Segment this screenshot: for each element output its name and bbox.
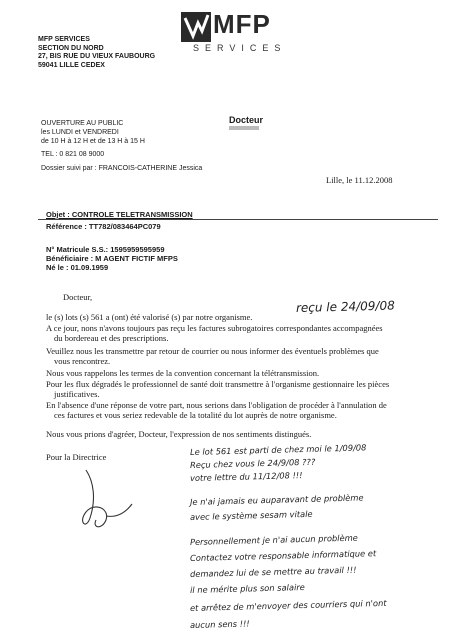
subject-text: Objet : CONTROLE TELETRANSMISSION bbox=[46, 210, 193, 219]
paragraph-line: En l'absence d'une réponse de votre part, nous serions dans l'obligation de procéder à l'annulation de bbox=[46, 400, 387, 410]
handwritten-note-line: votre lettre du 11/12/08 !!! bbox=[189, 470, 303, 483]
signature-icon bbox=[66, 460, 146, 550]
reference: Référence : TT782/083464PC079 bbox=[46, 222, 161, 231]
paragraph-convention: Nous vous rappelons les termes de la convention concernant la télétransmission. bbox=[46, 368, 320, 378]
opening-hours-text: de 10 H à 12 H et de 13 H à 15 H bbox=[41, 138, 145, 145]
paragraph-line: du bordereau et des prescriptions. bbox=[54, 333, 169, 343]
recipient-name-redacted bbox=[229, 126, 259, 130]
lots-line: le (s) lots (s) 561 a (ont) été valorisé (s) par notre organisme. bbox=[46, 312, 253, 322]
sender-line: SECTION DU NORD bbox=[38, 44, 104, 52]
handwritten-note-line: Contactez votre responsable informatique et bbox=[189, 548, 377, 563]
subject-divider bbox=[38, 219, 438, 220]
handwritten-note-line: avec le système sesam vitale bbox=[189, 508, 313, 522]
beneficiary-name: Bénéficiaire : M AGENT FICTIF MFPS bbox=[46, 254, 178, 263]
logo-brand: MFP bbox=[213, 9, 271, 39]
sender-line: 27, BIS RUE DU VIEUX FAUBOURG bbox=[38, 53, 156, 60]
opening-title: OUVERTURE AU PUBLIC bbox=[41, 120, 124, 127]
paragraph-missing-invoices bbox=[46, 323, 438, 343]
beneficiary-block bbox=[46, 245, 178, 272]
logo-subtitle: SERVICES bbox=[193, 43, 287, 53]
paragraph-line: ces factures et vous seriez redevable de la totalité du lot auprès de notre organisme. bbox=[54, 410, 337, 420]
paragraph-line: Veuillez nous les transmettre par retour de courrier ou nous informer des éventuels problèmes que bbox=[46, 346, 379, 356]
recipient-title: Docteur bbox=[229, 115, 264, 125]
birth-date: Né le : 01.09.1959 bbox=[46, 263, 109, 272]
handwritten-note-line: et arrêtez de m'envoyer des courriers qui n'ont bbox=[189, 597, 387, 613]
letter-date: Lille, le 11.12.2008 bbox=[326, 175, 393, 185]
sender-line: 59041 LILLE CEDEX bbox=[38, 61, 105, 69]
paragraph-line: Pour les flux dégradés le professionnel de santé doit transmettre à l'organisme gestionnaire les pièces bbox=[46, 379, 390, 389]
handwritten-note-line: demandez lui de se mettre au travail !!! bbox=[189, 564, 357, 579]
sender-line: MFP SERVICES bbox=[38, 36, 90, 43]
telephone: TEL : 0 821 08 9000 bbox=[41, 151, 105, 158]
signoff: Pour la Directrice bbox=[46, 452, 107, 462]
handwritten-note-line: aucun sens !!! bbox=[189, 618, 250, 630]
sender-address bbox=[38, 36, 155, 70]
paragraph-please-send bbox=[46, 346, 438, 366]
mfp-logo-mark-icon bbox=[181, 12, 211, 42]
opening-days: les LUNDI et VENDREDI bbox=[41, 129, 119, 136]
received-annotation: reçu le 24/09/08 bbox=[295, 298, 395, 315]
salutation: Docteur, bbox=[63, 292, 93, 302]
paragraph-line: A ce jour, nons n'avons toujours pas reçu les factures subrogatoires correspondantes accompagnées bbox=[46, 323, 383, 333]
file-followed-by: Dossier suivi par : FRANCOIS-CATHERINE Jessica bbox=[41, 165, 203, 172]
mfp-logo bbox=[181, 9, 291, 56]
handwritten-note-line: il ne mérite plus son salaire bbox=[189, 581, 305, 595]
opening-hours bbox=[41, 119, 145, 146]
handwritten-note-line: Je n'ai jamais eu auparavant de problème bbox=[189, 492, 364, 507]
handwritten-note-line: Personnellement je n'ai aucun problème bbox=[189, 532, 358, 547]
matricule: N° Matricule S.S.: 1595959595959 bbox=[46, 245, 165, 254]
paragraph-cancellation bbox=[46, 400, 438, 420]
handwritten-note-line: Le lot 561 est parti de chez moi le 1/09/08 bbox=[189, 442, 367, 457]
handwritten-note-line: Reçu chez vous le 24/9/08 ??? bbox=[189, 456, 316, 470]
closing-formula: Nous vous prions d'agréer, Docteur, l'expression de nos sentiments distingués. bbox=[46, 429, 312, 439]
paragraph-line: vous rencontrez. bbox=[54, 356, 111, 366]
paragraph-line: justificatives. bbox=[54, 389, 100, 399]
letter-subject bbox=[46, 210, 193, 219]
paragraph-degraded-flows bbox=[46, 379, 438, 399]
